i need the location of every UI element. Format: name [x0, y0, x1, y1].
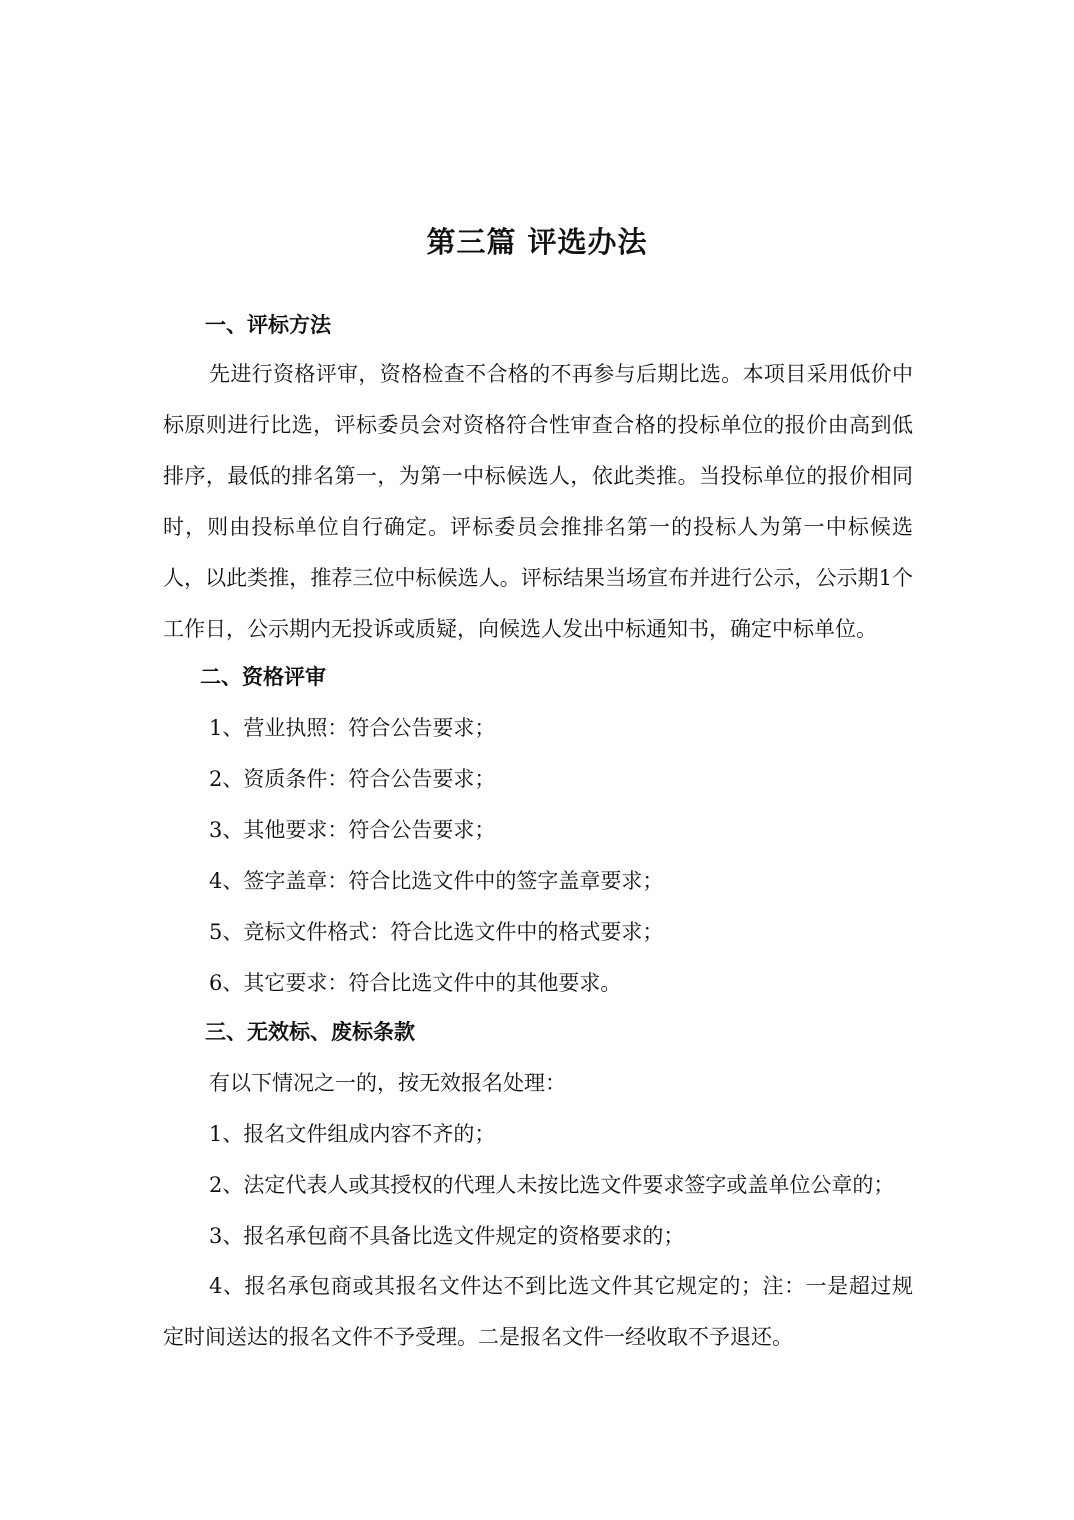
- qualification-item: 6、其它要求：符合比选文件中的其他要求。: [209, 971, 622, 995]
- qualification-item: 2、资质条件：符合公告要求；: [209, 767, 496, 791]
- page-title: 第三篇 评选办法: [426, 225, 648, 259]
- section-heading-invalid-bid-clauses: 三、无效标、废标条款: [205, 1019, 415, 1044]
- section-heading-qualification-review: 二、资格评审: [200, 664, 326, 689]
- qualification-item: 1、营业执照：符合公告要求；: [209, 716, 496, 740]
- invalid-bid-item: 2、法定代表人或其授权的代理人未按比选文件要求签字或盖单位公章的；: [209, 1173, 895, 1197]
- qualification-item: 3、其他要求：符合公告要求；: [209, 818, 496, 842]
- evaluation-method-paragraph: 先进行资格评审，资格检查不合格的不再参与后期比选。本项目采用低价中标原则进行比选，评标委员会对资格符合性审查合格的投标单位的报价由高到低排序，最低的排名第一，为第一中标候选人，依此类推。当投标单位的报价相同时，则由投标单位自行确定。评标委员会推排名第一的投标人为第一中标候选人，以此类推，推荐三位中标候选人。评标结果当场宣布并进行公示，公示期1个工作日，公示期内无投诉或质疑，向候选人发出中标通知书，确定中标单位。: [163, 362, 913, 641]
- invalid-bid-intro: 有以下情况之一的，按无效报名处理：: [209, 1071, 566, 1095]
- section-heading-evaluation-method: 一、评标方法: [205, 312, 331, 337]
- invalid-bid-item: 1、报名文件组成内容不齐的；: [209, 1122, 496, 1146]
- qualification-item: 4、签字盖章：符合比选文件中的签字盖章要求；: [209, 869, 664, 893]
- invalid-bid-item-last: 4、报名承包商或其报名文件达不到比选文件其它规定的；注：一是超过规定时间送达的报名文件不予受理。二是报名文件一经收取不予退还。: [163, 1274, 913, 1349]
- qualification-item: 5、竞标文件格式：符合比选文件中的格式要求；: [209, 920, 664, 944]
- invalid-bid-item: 3、报名承包商不具备比选文件规定的资格要求的；: [209, 1224, 685, 1248]
